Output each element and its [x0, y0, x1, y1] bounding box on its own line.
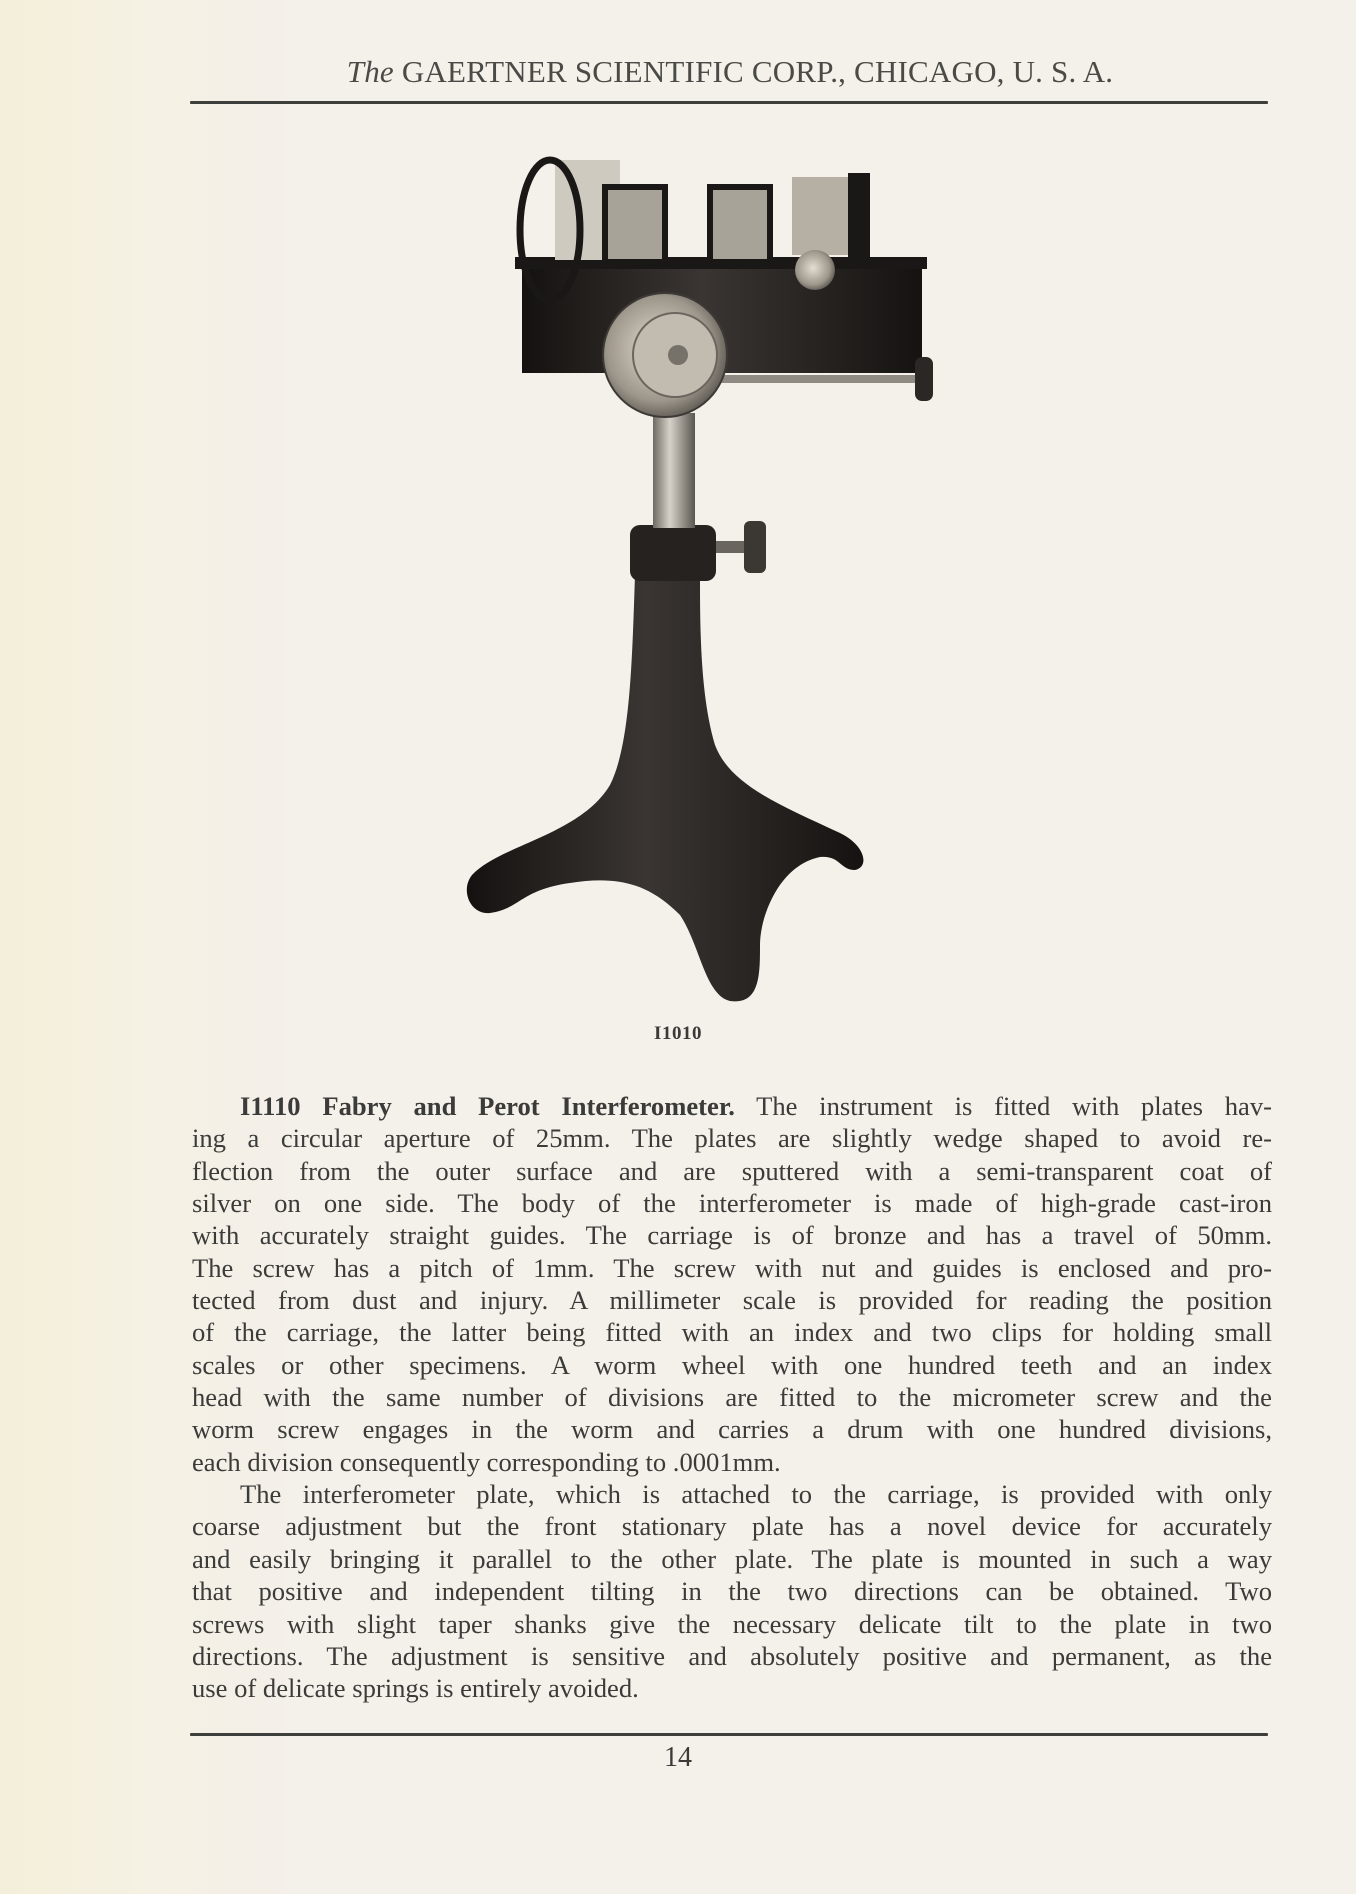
- running-header: [190, 54, 1270, 98]
- text-line: scales or other specimens. A worm wheel with one hundred teeth and an index: [192, 1349, 1272, 1380]
- text-line: flection from the outer surface and are sputtered with a semi-transparent coat of: [192, 1155, 1272, 1186]
- text-line: ing a circular aperture of 25mm. The plates are slightly wedge shaped to avoid re-: [192, 1123, 1272, 1154]
- interferometer-illustration: [460, 145, 1010, 1015]
- text-line: head with the same number of divisions are fitted to the micrometer screw and the: [192, 1382, 1272, 1413]
- tripod-base: [467, 521, 864, 1001]
- text-line-content: The instrument is fitted with plates hav-: [734, 1091, 1272, 1121]
- article-lead: I1110 Fabry and Perot Interferometer.: [240, 1091, 735, 1121]
- pillar: [653, 413, 695, 528]
- instrument-photo: [460, 145, 1010, 1015]
- text-line: of the carriage, the latter being fitted with an index and two clips for holding small: [192, 1317, 1272, 1348]
- text-line: [192, 1090, 1272, 1122]
- text-line: tected from dust and injury. A millimeter scale is provided for reading the position: [192, 1285, 1272, 1316]
- text-line: use of delicate springs is entirely avoided.: [192, 1673, 639, 1704]
- text-line: The interferometer plate, which is attached to the carriage, is provided with only: [240, 1479, 1272, 1510]
- page-number: 14: [664, 1742, 692, 1773]
- text-line: and easily bringing it parallel to the other plate. The plate is mounted in such a way: [192, 1543, 1272, 1574]
- text-line: that positive and independent tilting in the two directions can be obtained. Two: [192, 1576, 1272, 1607]
- text-line: silver on one side. The body of the interferometer is made of high-grade cast-iron: [192, 1188, 1272, 1219]
- interferometer-body: [515, 160, 933, 417]
- article-body: [192, 1090, 1272, 1705]
- text-line: coarse adjustment but the front stationary plate has a novel device for accurately: [192, 1511, 1272, 1542]
- text-line: each division consequently corresponding to .0001mm.: [192, 1446, 781, 1477]
- text-line: screws with slight taper shanks give the necessary delicate tilt to the plate in two: [192, 1608, 1272, 1639]
- header-prefix: The: [346, 54, 394, 89]
- text-line: The screw has a pitch of 1mm. The screw with nut and guides is enclosed and pro-: [192, 1252, 1272, 1283]
- text-line: directions. The adjustment is sensitive and absolutely positive and permanent, as the: [192, 1640, 1272, 1671]
- text-line: with accurately straight guides. The carriage is of bronze and has a travel of 50mm.: [192, 1220, 1272, 1251]
- footer-rule: [190, 1733, 1268, 1736]
- header-title: GAERTNER SCIENTIFIC CORP., CHICAGO, U. S. A.: [401, 54, 1114, 89]
- figure-label: I1010: [654, 1023, 702, 1044]
- header-rule: [190, 101, 1268, 104]
- text-line: worm screw engages in the worm and carries a drum with one hundred divisions,: [192, 1414, 1272, 1445]
